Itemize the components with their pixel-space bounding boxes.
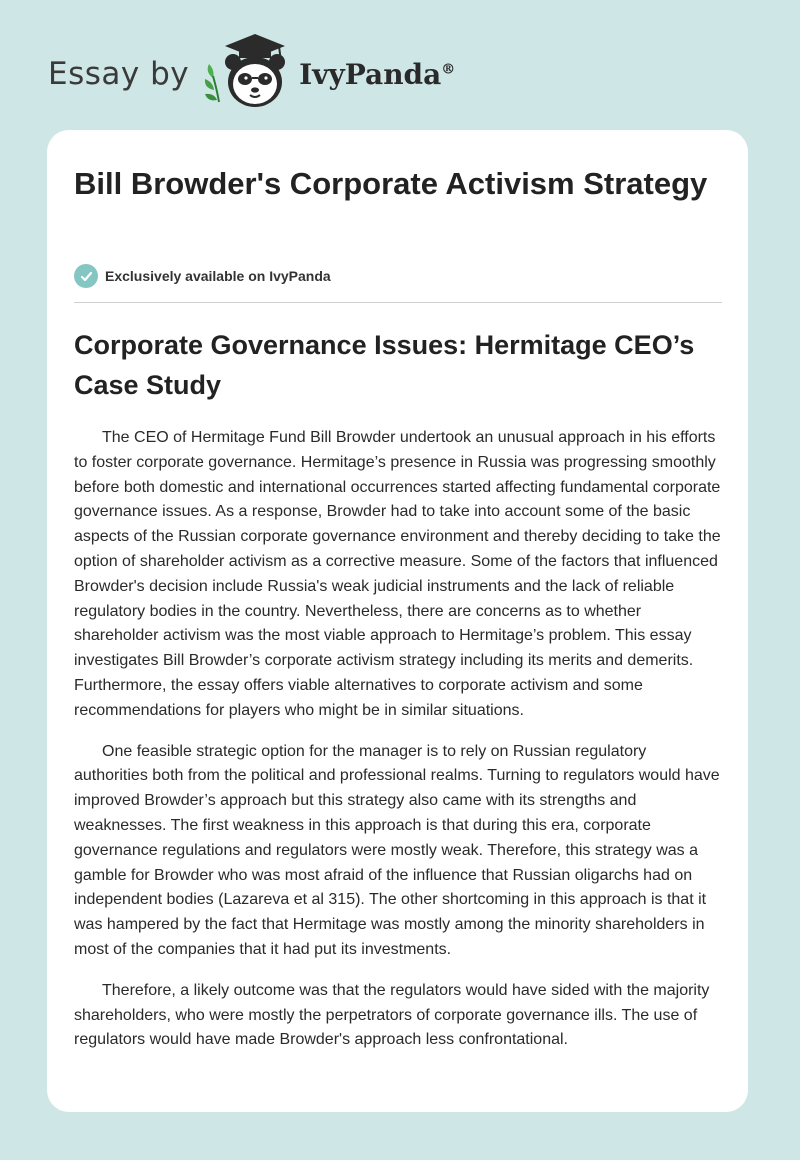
exclusive-label: Exclusively available on IvyPanda	[105, 268, 331, 284]
paragraph: The CEO of Hermitage Fund Bill Browder undertook an unusual approach in his efforts to foster corporate governance. Hermitage’s presence in Russia was progressing smoothly before both domestic and international occurrences started affecting fundamental corporate governance issues. As a response, Browder had to take into account some of the basic aspects of the Russian corporate governance environment and thereby deciding to take the option of shareholder activism as a corrective measure. Some of the factors that influenced Browder's decision include Russia's weak judicial instruments and the lack of reliable regulatory bodies in the country. Nevertheless, there are concerns as to whether shareholder activism was the most viable approach to Hermitage’s problem. This essay investigates Bill Browder’s corporate activism strategy including its merits and demerits. Furthermore, the essay offers viable alternatives to corporate activism and some recommendations for players who might be in similar situations.	[74, 429, 721, 719]
essay-body	[74, 426, 722, 1069]
paragraph: One feasible strategic option for the manager is to rely on Russian regulatory authorities both from the political and professional realms. Turning to regulators would have improved Browder’s approach but this strategy also came with its strengths and weaknesses. The first weakness in this approach is that during this era, corporate governance regulations and regulators were mostly weak. Therefore, this strategy was a gamble for Browder who was most afraid of the influence that Russian oligarchs had on independent bodies (Lazareva et al 315). The other shortcoming in this approach is that it was hampered by the fact that Hermitage was mostly among the minority shareholders in most of the companies that it had put its investments.	[74, 742, 720, 958]
essay-title: Bill Browder's Corporate Activism Strategy	[74, 166, 708, 201]
site-header	[48, 34, 455, 114]
panda-logo-icon[interactable]	[199, 32, 291, 117]
divider	[74, 302, 722, 303]
essay-by-label: Essay by	[48, 56, 190, 92]
essay-card	[47, 130, 748, 1112]
brand-name[interactable]	[299, 58, 455, 91]
section-title: Corporate Governance Issues: Hermitage CEO’s Case Study	[74, 330, 695, 400]
check-icon	[74, 264, 98, 288]
brand-label: IvyPanda	[299, 57, 442, 91]
registered-mark: ®	[441, 61, 456, 78]
paragraph: Therefore, a likely outcome was that the regulators would have sided with the majority shareholders, who were mostly the perpetrators of corporate governance ills. The use of regulators would have made Browder's approach less confrontational.	[74, 981, 710, 1049]
exclusive-badge	[74, 264, 331, 288]
